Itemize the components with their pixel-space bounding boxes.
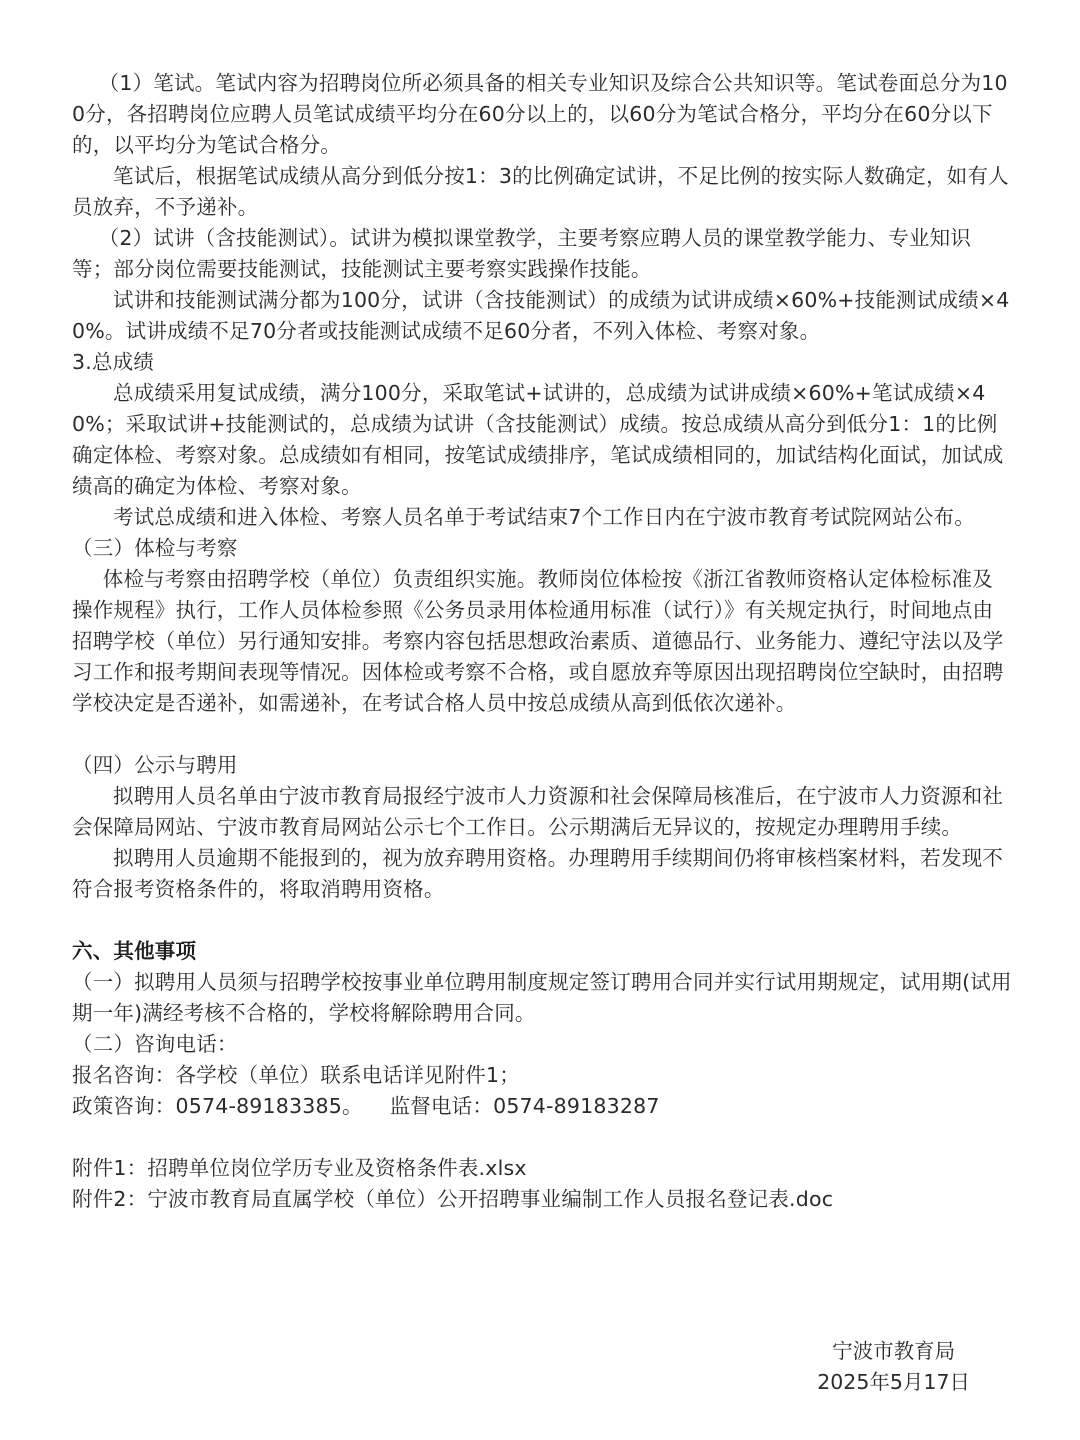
document-body xyxy=(72,68,1012,1215)
medical-exam-heading: （三）体检与考察 xyxy=(72,536,238,560)
issue-date: 2025年5月17日 xyxy=(817,1370,970,1394)
trial-lecture-paragraph: （2）试讲（含技能测试）。试讲为模拟课堂教学，主要考察应聘人员的课堂教学能力、专业知识等；部分岗位需要技能测试，技能测试主要考察实践操作技能。 xyxy=(72,226,972,281)
hiring-qualification-paragraph: 拟聘用人员逾期不能报到的，视为放弃聘用资格。办理聘用手续期间仍将审核档案材料，若发现不符合报考资格条件的，将取消聘用资格。 xyxy=(72,846,1004,901)
total-score-paragraph: 总成绩采用复试成绩，满分100分，采取笔试+试讲的，总成绩为试讲成绩×60%+笔试成绩×40%；采取试讲+技能测试的，总成绩为试讲（含技能测试）成绩。按总成绩从高分到低分1：1的比例确定体检、考察对象。总成绩如有相同，按笔试成绩排序，笔试成绩相同的，加试结构化面试，加试成绩高的确定为体检、考察对象。 xyxy=(72,381,1004,498)
attachment-2-link[interactable]: 附件2：宁波市教育局直属学校（单位）公开招聘事业编制工作人员报名登记表.doc xyxy=(72,1187,834,1211)
written-exam-followup-paragraph: 笔试后，根据笔试成绩从高分到低分按1：3的比例确定试讲，不足比例的按实际人数确定，如有人员放弃，不予递补。 xyxy=(72,164,1009,219)
attachment-1-link[interactable]: 附件1：招聘单位岗位学历专业及资格条件表.xlsx xyxy=(72,1156,527,1180)
spacer xyxy=(72,1122,1012,1153)
publicity-heading: （四）公示与聘用 xyxy=(72,753,238,777)
trial-lecture-score-paragraph: 试讲和技能测试满分都为100分，试讲（含技能测试）的成绩为试讲成绩×60%+技能测试成绩×40%。试讲成绩不足70分者或技能测试成绩不足60分者，不列入体检、考察对象。 xyxy=(72,288,1010,343)
other-matters-heading: 六、其他事项 xyxy=(72,939,197,963)
written-exam-paragraph: （1）笔试。笔试内容为招聘岗位所必须具备的相关专业知识及综合公共知识等。笔试卷面总分为100分，各招聘岗位应聘人员笔试成绩平均分在60分以上的，以60分为笔试合格分，平均分在60分以下的，以平均分为笔试合格分。 xyxy=(72,71,1008,157)
spacer xyxy=(72,719,1012,750)
spacer xyxy=(72,905,1012,936)
policy-contact: 政策咨询：0574-89183385。 监督电话：0574-89183287 xyxy=(72,1094,660,1118)
total-score-heading: 3.总成绩 xyxy=(72,350,155,374)
publicity-paragraph: 拟聘用人员名单由宁波市教育局报经宁波市人力资源和社会保障局核准后，在宁波市人力资源和社会保障局网站、宁波市教育局网站公示七个工作日。公示期满后无异议的，按规定办理聘用手续。 xyxy=(72,784,1004,839)
score-publication-paragraph: 考试总成绩和进入体检、考察人员名单于考试结束7个工作日内在宁波市教育考试院网站公布。 xyxy=(113,505,975,529)
contract-paragraph: （一）拟聘用人员须与招聘学校按事业单位聘用制度规定签订聘用合同并实行试用期规定，试用期(试用期一年)满经考核不合格的，学校将解除聘用合同。 xyxy=(72,970,1012,1025)
medical-exam-paragraph: 体检与考察由招聘学校（单位）负责组织实施。教师岗位体检按《浙江省教师资格认定体检标准及操作规程》执行，工作人员体检参照《公务员录用体检通用标准（试行）》有关规定执行，时间地点由招聘学校（单位）另行通知安排。考察内容包括思想政治素质、道德品行、业务能力、遵纪守法以及学习工作和报考期间表现等情况。因体检或考察不合格，或自愿放弃等原因出现招聘岗位空缺时，由招聘学校决定是否递补，如需递补，在考试合格人员中按总成绩从高到低依次递补。 xyxy=(72,567,1004,715)
signature-block xyxy=(817,1336,970,1398)
contact-phone-heading: （二）咨询电话： xyxy=(72,1032,238,1056)
issuing-organization: 宁波市教育局 xyxy=(832,1339,956,1363)
registration-contact: 报名咨询：各学校（单位）联系电话详见附件1； xyxy=(72,1063,520,1087)
